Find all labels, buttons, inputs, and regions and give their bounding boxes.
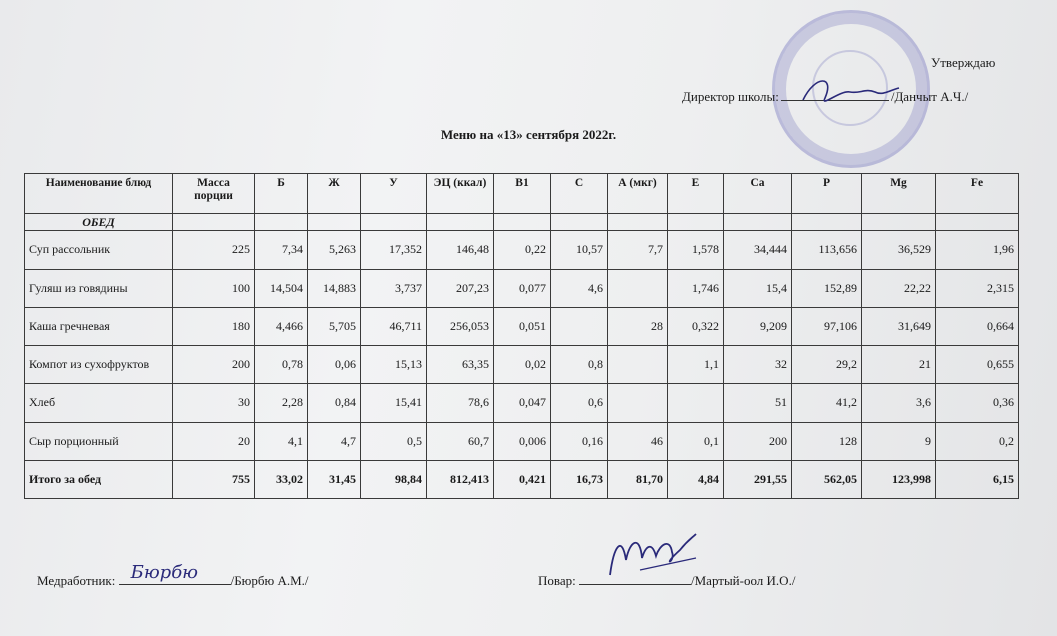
value-cell: 4,6	[551, 269, 608, 307]
value-cell: 0,051	[494, 307, 551, 345]
value-cell: 562,05	[792, 460, 862, 498]
value-cell: 0,1	[668, 422, 724, 460]
value-cell: 291,55	[724, 460, 792, 498]
value-cell: 3,6	[862, 384, 936, 422]
value-cell: 63,35	[427, 346, 494, 384]
med-label: Медработник:	[37, 573, 116, 588]
value-cell: 0,077	[494, 269, 551, 307]
table-row	[25, 307, 1019, 345]
value-cell: 9	[862, 422, 936, 460]
value-cell: 17,352	[361, 231, 427, 269]
value-cell: 41,2	[792, 384, 862, 422]
value-cell: 0,421	[494, 460, 551, 498]
value-cell: 81,70	[608, 460, 668, 498]
col-header-c: С	[551, 174, 608, 214]
value-cell: 113,656	[792, 231, 862, 269]
value-cell: 0,664	[936, 307, 1019, 345]
col-header-zh: Ж	[308, 174, 361, 214]
value-cell: 31,45	[308, 460, 361, 498]
value-cell: 128	[792, 422, 862, 460]
value-cell: 51	[724, 384, 792, 422]
value-cell: 256,053	[427, 307, 494, 345]
col-header-mg: Mg	[862, 174, 936, 214]
value-cell: 0,8	[551, 346, 608, 384]
value-cell: 2,28	[255, 384, 308, 422]
value-cell: 0,78	[255, 346, 308, 384]
value-cell: 34,444	[724, 231, 792, 269]
table-row	[25, 384, 1019, 422]
value-cell	[608, 346, 668, 384]
value-cell: 22,22	[862, 269, 936, 307]
value-cell: 1,578	[668, 231, 724, 269]
value-cell: 180	[173, 307, 255, 345]
table-row	[25, 231, 1019, 269]
value-cell: 9,209	[724, 307, 792, 345]
value-cell: 0,2	[936, 422, 1019, 460]
col-header-fe: Fe	[936, 174, 1019, 214]
value-cell: 755	[173, 460, 255, 498]
director-signature	[795, 70, 905, 110]
table-row	[25, 269, 1019, 307]
director-name: /Данчыт А.Ч./	[890, 89, 969, 104]
col-header-name: Наименование блюд	[25, 174, 173, 214]
value-cell: 0,22	[494, 231, 551, 269]
dish-name-cell: Компот из сухофруктов	[25, 346, 173, 384]
value-cell: 60,7	[427, 422, 494, 460]
value-cell: 200	[173, 346, 255, 384]
value-cell: 123,998	[862, 460, 936, 498]
dish-name-cell: Суп рассольник	[25, 231, 173, 269]
value-cell: 100	[173, 269, 255, 307]
value-cell: 78,6	[427, 384, 494, 422]
value-cell: 1,1	[668, 346, 724, 384]
value-cell: 15,4	[724, 269, 792, 307]
page-title: Меню на «13» сентября 2022г.	[440, 127, 617, 142]
value-cell: 20	[173, 422, 255, 460]
value-cell: 0,6	[551, 384, 608, 422]
value-cell: 3,737	[361, 269, 427, 307]
col-header-b1: В1	[494, 174, 551, 214]
value-cell: 152,89	[792, 269, 862, 307]
dish-name-cell: Сыр порционный	[25, 422, 173, 460]
med-signature-line	[37, 562, 309, 589]
menu-table	[24, 173, 1019, 499]
col-header-kcal: ЭЦ (ккал)	[427, 174, 494, 214]
value-cell: 1,746	[668, 269, 724, 307]
value-cell: 21	[862, 346, 936, 384]
value-cell: 31,649	[862, 307, 936, 345]
value-cell: 0,06	[308, 346, 361, 384]
value-cell: 2,315	[936, 269, 1019, 307]
value-cell: 15,13	[361, 346, 427, 384]
col-header-a: А (мкг)	[608, 174, 668, 214]
value-cell: 0,655	[936, 346, 1019, 384]
value-cell: 225	[173, 231, 255, 269]
med-signature: Бюрбю	[130, 562, 199, 583]
table-row	[25, 346, 1019, 384]
value-cell	[608, 384, 668, 422]
table-row	[25, 422, 1019, 460]
value-cell: 4,84	[668, 460, 724, 498]
cook-name: /Мартый-оол И.О./	[691, 573, 796, 588]
director-label: Директор школы:	[682, 89, 779, 104]
value-cell: 200	[724, 422, 792, 460]
value-cell: 46,711	[361, 307, 427, 345]
value-cell	[551, 307, 608, 345]
value-cell: 4,1	[255, 422, 308, 460]
value-cell: 7,7	[608, 231, 668, 269]
col-header-ca: Са	[724, 174, 792, 214]
total-row	[25, 460, 1019, 498]
value-cell: 812,413	[427, 460, 494, 498]
col-header-p: Р	[792, 174, 862, 214]
value-cell: 0,84	[308, 384, 361, 422]
value-cell	[668, 384, 724, 422]
value-cell: 98,84	[361, 460, 427, 498]
value-cell: 7,34	[255, 231, 308, 269]
col-header-e: Е	[668, 174, 724, 214]
value-cell: 46	[608, 422, 668, 460]
value-cell: 14,883	[308, 269, 361, 307]
value-cell: 14,504	[255, 269, 308, 307]
value-cell: 28	[608, 307, 668, 345]
value-cell: 10,57	[551, 231, 608, 269]
med-signature-underline	[119, 562, 231, 585]
value-cell: 30	[173, 384, 255, 422]
table-header-row	[25, 174, 1019, 214]
value-cell: 16,73	[551, 460, 608, 498]
dish-name-cell: Итого за обед	[25, 460, 173, 498]
value-cell: 0,16	[551, 422, 608, 460]
value-cell: 207,23	[427, 269, 494, 307]
value-cell: 0,322	[668, 307, 724, 345]
value-cell: 32	[724, 346, 792, 384]
col-header-u: У	[361, 174, 427, 214]
value-cell: 146,48	[427, 231, 494, 269]
value-cell: 0,36	[936, 384, 1019, 422]
value-cell: 97,106	[792, 307, 862, 345]
value-cell: 4,466	[255, 307, 308, 345]
approve-label: Утверждаю	[931, 55, 996, 70]
col-header-b: Б	[255, 174, 308, 214]
section-label: ОБЕД	[25, 214, 173, 231]
value-cell: 0,047	[494, 384, 551, 422]
value-cell: 4,7	[308, 422, 361, 460]
table-body	[25, 231, 1019, 499]
med-name: /Бюрбю А.М./	[230, 573, 309, 588]
value-cell: 5,263	[308, 231, 361, 269]
value-cell: 0,006	[494, 422, 551, 460]
dish-name-cell: Хлеб	[25, 384, 173, 422]
value-cell: 0,02	[494, 346, 551, 384]
dish-name-cell: Каша гречневая	[25, 307, 173, 345]
cook-signature	[600, 530, 700, 585]
value-cell: 6,15	[936, 460, 1019, 498]
value-cell: 36,529	[862, 231, 936, 269]
value-cell: 15,41	[361, 384, 427, 422]
value-cell: 29,2	[792, 346, 862, 384]
dish-name-cell: Гуляш из говядины	[25, 269, 173, 307]
value-cell: 5,705	[308, 307, 361, 345]
col-header-mass: Масса порции	[173, 174, 255, 214]
value-cell: 1,96	[936, 231, 1019, 269]
value-cell: 33,02	[255, 460, 308, 498]
value-cell: 0,5	[361, 422, 427, 460]
cook-label: Повар:	[538, 573, 576, 588]
value-cell	[608, 269, 668, 307]
section-row	[25, 214, 1019, 231]
